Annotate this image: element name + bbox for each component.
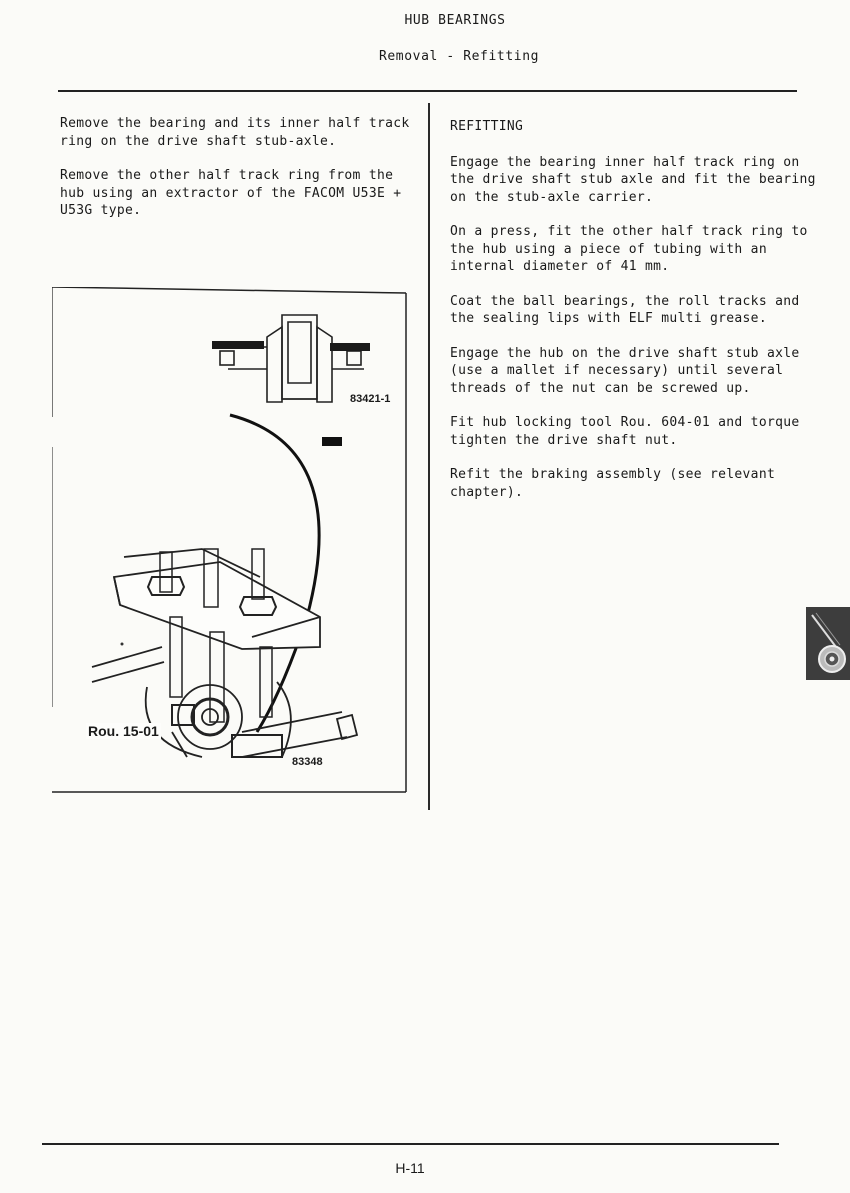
extractor-illustration — [52, 287, 408, 794]
refitting-step-3: Coat the ball bearings, the roll tracks and the sealing lips with ELF multi grease. — [450, 293, 800, 326]
right-column — [450, 118, 828, 518]
inset-press-detail — [220, 315, 364, 402]
left-column — [60, 115, 420, 237]
refitting-step-6: Refit the braking assembly (see relevant chapter). — [450, 467, 776, 500]
tool-label: Rou. 15-01 — [88, 723, 159, 739]
page-number: H-11 — [395, 1160, 425, 1176]
hub-thumbnail-icon — [806, 607, 850, 680]
extractor-figure — [52, 287, 408, 794]
column-divider — [428, 103, 430, 810]
refitting-step-4: Engage the hub on the drive shaft stub axle (use a mallet if necessary) until several threads of the nut can be screwed up. — [450, 345, 800, 396]
section-title: HUB BEARINGS — [404, 13, 506, 28]
footer-rule — [42, 1143, 779, 1145]
inset-reference: 83421-1 — [350, 393, 391, 405]
header-rule — [58, 90, 797, 92]
refitting-step-5: Fit hub locking tool Rou. 604-01 and torque tighten the drive shaft nut. — [450, 415, 800, 448]
removal-step-2: Remove the other half track ring from the hub using an extractor of the FACOM U53E + U53G type. — [60, 168, 402, 218]
refitting-heading: REFITTING — [450, 119, 524, 134]
section-thumb-tab — [806, 607, 850, 680]
page-subtitle: Removal - Refitting — [378, 49, 540, 64]
refitting-step-2: On a press, fit the other half track ring to the hub using a piece of tubing with an internal diameter of 41 mm. — [450, 224, 808, 274]
removal-step-1: Remove the bearing and its inner half track ring on the drive shaft stub-axle. — [60, 116, 410, 149]
figure-reference: 83348 — [292, 756, 323, 768]
refitting-step-1: Engage the bearing inner half track ring on the drive shaft stub axle and fit the bearing on the stub-axle carrier. — [450, 154, 816, 205]
